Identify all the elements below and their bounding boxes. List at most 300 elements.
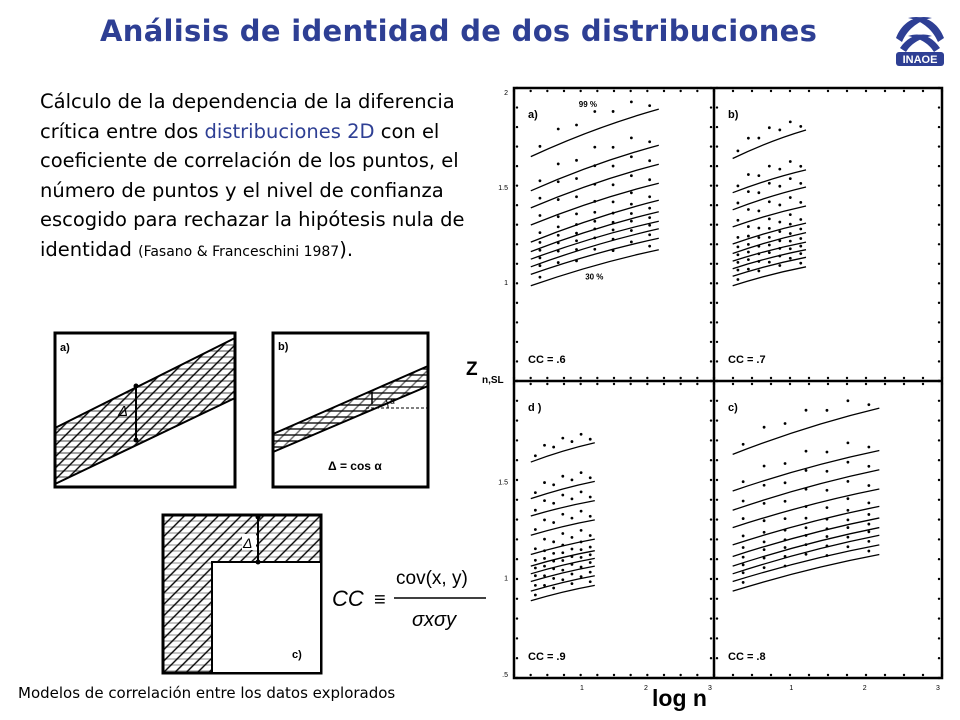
tick-mark [884, 383, 886, 385]
data-point [648, 104, 651, 107]
tick-mark [865, 674, 867, 676]
data-point [799, 201, 802, 204]
data-point [589, 534, 592, 537]
tick-mark [516, 518, 518, 520]
data-point [539, 276, 542, 279]
data-point [557, 198, 560, 201]
tick-mark [579, 377, 581, 379]
data-point [630, 136, 633, 139]
data-point [571, 517, 574, 520]
data-point [799, 125, 802, 128]
data-point [589, 476, 592, 479]
tick-mark [938, 341, 940, 343]
data-point [630, 191, 633, 194]
data-point [789, 196, 792, 199]
tick-mark [710, 439, 712, 441]
data-point [539, 197, 542, 200]
tick-mark [938, 617, 940, 619]
data-point [826, 527, 829, 530]
tick-mark [516, 145, 518, 147]
data-point [612, 110, 615, 113]
tick-mark [938, 637, 940, 639]
panel-label: c) [728, 402, 738, 414]
tick-mark [579, 383, 581, 385]
data-point [867, 513, 870, 516]
x-tick-label: 3 [936, 685, 940, 692]
data-point [534, 594, 537, 597]
data-point [580, 541, 583, 544]
data-point [757, 236, 760, 239]
tick-mark [613, 377, 615, 379]
data-point [630, 174, 633, 177]
data-point [742, 480, 745, 483]
data-point [630, 212, 633, 215]
data-point [534, 559, 537, 562]
tick-mark [716, 321, 718, 323]
tick-mark [713, 377, 715, 379]
tick-mark [613, 383, 615, 385]
data-point [757, 245, 760, 248]
data-point [589, 580, 592, 583]
data-point [571, 573, 574, 576]
data-point [763, 465, 766, 468]
data-point [778, 221, 781, 224]
tick-mark [563, 674, 565, 676]
tick-mark [716, 598, 718, 600]
tick-mark [770, 674, 772, 676]
y-axis-title-subscript: n,SL [482, 375, 504, 386]
tick-mark [613, 674, 615, 676]
tick-mark [789, 674, 791, 676]
data-point [747, 190, 750, 193]
data-point [612, 165, 615, 168]
tick-mark [710, 598, 712, 600]
data-point [580, 510, 583, 513]
tick-mark [516, 657, 518, 659]
model-b-equation: Δ = cos α [328, 459, 382, 473]
para-highlight: distribuciones 2D [204, 119, 375, 143]
data-point [784, 529, 787, 532]
data-point [589, 571, 592, 574]
data-point [737, 261, 740, 264]
tick-mark [710, 538, 712, 540]
tick-mark [663, 383, 665, 385]
data-point [589, 438, 592, 441]
series-curve [733, 489, 880, 528]
data-point [648, 216, 651, 219]
tick-mark [679, 674, 681, 676]
data-point [768, 126, 771, 129]
data-point [557, 226, 560, 229]
data-point [561, 437, 564, 440]
tick-mark [516, 302, 518, 304]
data-point [826, 489, 829, 492]
logo-text: INAOE [902, 54, 938, 66]
tick-mark [938, 677, 940, 679]
data-point [539, 249, 542, 252]
tick-mark [529, 674, 531, 676]
data-point [648, 207, 651, 210]
data-point [805, 553, 808, 556]
data-point [847, 441, 850, 444]
tick-mark [516, 419, 518, 421]
data-point [867, 530, 870, 533]
series-curve [733, 555, 880, 592]
data-point [552, 567, 555, 570]
tick-mark [516, 499, 518, 501]
tick-mark [516, 224, 518, 226]
tick-mark [513, 674, 515, 676]
tick-mark [710, 165, 712, 167]
tick-mark [716, 126, 718, 128]
data-point [589, 515, 592, 518]
data-point [571, 536, 574, 539]
tick-mark [938, 499, 940, 501]
tick-mark [710, 459, 712, 461]
tick-mark [808, 674, 810, 676]
data-point [539, 241, 542, 244]
tick-mark [696, 377, 698, 379]
tick-mark [716, 302, 718, 304]
data-point [630, 220, 633, 223]
data-point [763, 531, 766, 534]
data-point [747, 258, 750, 261]
data-point [534, 547, 537, 550]
data-point [543, 557, 546, 560]
tick-mark [516, 677, 518, 679]
data-point [539, 214, 542, 217]
tick-mark [516, 321, 518, 323]
tick-mark [716, 499, 718, 501]
tick-mark [941, 674, 943, 676]
x-axis-title: log n [652, 685, 707, 711]
series-curve [531, 443, 595, 462]
data-point [737, 246, 740, 249]
data-point [580, 548, 583, 551]
data-point [557, 128, 560, 131]
tick-mark [663, 90, 665, 92]
tick-mark [710, 302, 712, 304]
tick-mark [941, 90, 943, 92]
data-point [630, 229, 633, 232]
data-point [737, 149, 740, 152]
model-diagram-b [270, 330, 435, 490]
series-curve [733, 223, 806, 244]
data-point [742, 571, 745, 574]
tick-mark [513, 90, 515, 92]
data-point [575, 232, 578, 235]
tick-mark [579, 90, 581, 92]
data-point [763, 426, 766, 429]
data-point [630, 241, 633, 244]
para-part1: Cálculo de la dependencia de la diferencia crítica entre dos [40, 90, 455, 143]
tick-mark [679, 377, 681, 379]
tick-mark [938, 243, 940, 245]
formula-lhs: CC [332, 586, 364, 611]
data-point [763, 484, 766, 487]
series-curve [531, 585, 595, 600]
tick-mark [751, 90, 753, 92]
data-point [571, 440, 574, 443]
x-tick-label: 2 [862, 685, 867, 692]
tick-mark [938, 558, 940, 560]
data-point [742, 535, 745, 538]
tick-mark [938, 321, 940, 323]
data-point [612, 238, 615, 241]
model-c-delta: Δ [243, 535, 253, 551]
tick-mark [846, 674, 848, 676]
data-point [757, 227, 760, 230]
data-point [742, 517, 745, 520]
data-point [784, 500, 787, 503]
tick-mark [827, 90, 829, 92]
data-point [648, 159, 651, 162]
tick-mark [710, 243, 712, 245]
series-curve [733, 528, 880, 567]
data-point [768, 251, 771, 254]
data-point [593, 183, 596, 186]
x-tick-label: 3 [708, 685, 712, 692]
tick-mark [713, 90, 715, 92]
data-point [867, 484, 870, 487]
tick-mark [516, 459, 518, 461]
x-tick-label: 1 [580, 685, 584, 692]
data-point [805, 543, 808, 546]
data-point [557, 261, 560, 264]
data-point [561, 475, 564, 478]
data-point [847, 536, 850, 539]
tick-mark [663, 674, 665, 676]
data-point [589, 553, 592, 556]
tick-mark [529, 377, 531, 379]
tick-mark [710, 321, 712, 323]
inaoe-logo [888, 8, 952, 72]
model-diagram-a [52, 330, 240, 490]
data-point [747, 173, 750, 176]
data-point [757, 137, 760, 140]
data-point [737, 184, 740, 187]
tick-mark [516, 380, 518, 382]
data-point [799, 237, 802, 240]
data-point [534, 509, 537, 512]
tick-mark [789, 90, 791, 92]
tick-mark [884, 377, 886, 379]
tick-mark [865, 383, 867, 385]
tick-mark [696, 674, 698, 676]
data-point [539, 264, 542, 267]
tick-mark [716, 479, 718, 481]
tick-mark [710, 263, 712, 265]
data-point [768, 227, 771, 230]
tick-mark [938, 598, 940, 600]
data-point [539, 256, 542, 259]
data-point [789, 257, 792, 260]
data-point [561, 559, 564, 562]
data-point [593, 146, 596, 149]
formula-denominator: σxσy [412, 609, 457, 631]
tick-mark [710, 617, 712, 619]
tick-mark [646, 674, 648, 676]
tick-mark [516, 538, 518, 540]
data-point [737, 202, 740, 205]
tick-mark [938, 126, 940, 128]
panel-cc-label: CC = .7 [728, 354, 766, 366]
data-point [747, 268, 750, 271]
tick-mark [938, 165, 940, 167]
data-point [737, 253, 740, 256]
data-point [593, 248, 596, 251]
tick-mark [710, 282, 712, 284]
tick-mark [516, 184, 518, 186]
tick-mark [696, 90, 698, 92]
tick-mark [938, 224, 940, 226]
series-curve [733, 206, 806, 227]
data-point [847, 526, 850, 529]
tick-mark [716, 360, 718, 362]
data-point [784, 517, 787, 520]
data-point [589, 496, 592, 499]
data-point [593, 220, 596, 223]
data-point [757, 260, 760, 263]
data-point [589, 546, 592, 549]
data-point [543, 481, 546, 484]
data-point [543, 549, 546, 552]
tick-mark [716, 677, 718, 679]
tick-mark [513, 383, 515, 385]
data-point [757, 174, 760, 177]
tick-mark [716, 400, 718, 402]
data-point [805, 526, 808, 529]
tick-mark [710, 677, 712, 679]
data-point [534, 528, 537, 531]
tick-mark [938, 184, 940, 186]
data-point [557, 163, 560, 166]
tick-mark [516, 598, 518, 600]
data-point [757, 252, 760, 255]
tick-mark [710, 145, 712, 147]
data-point [805, 534, 808, 537]
tick-mark [710, 360, 712, 362]
data-point [612, 221, 615, 224]
data-point [580, 471, 583, 474]
tick-mark [710, 87, 712, 89]
data-point [778, 247, 781, 250]
data-point [593, 211, 596, 214]
data-point [648, 178, 651, 181]
data-point [552, 552, 555, 555]
tick-mark [516, 558, 518, 560]
data-point [867, 446, 870, 449]
data-point [575, 259, 578, 262]
data-point [867, 523, 870, 526]
para-part2: con el coeficiente de correlación de los puntos, el número de puntos y el nivel de confianza escogido para rechazar la hipótesis nula de identidad [40, 119, 465, 261]
tick-mark [516, 617, 518, 619]
tick-mark [679, 90, 681, 92]
tick-mark [938, 657, 940, 659]
tick-mark [710, 400, 712, 402]
data-point [789, 120, 792, 123]
tick-mark [865, 377, 867, 379]
data-point [763, 502, 766, 505]
panel-cc-label: CC = .8 [728, 651, 766, 663]
tick-mark [663, 377, 665, 379]
tick-mark [716, 380, 718, 382]
data-point [805, 505, 808, 508]
data-point [561, 551, 564, 554]
data-point [534, 491, 537, 494]
data-point [768, 200, 771, 203]
tick-mark [529, 383, 531, 385]
tick-mark [732, 383, 734, 385]
data-point [557, 250, 560, 253]
tick-mark [716, 282, 718, 284]
data-point [778, 204, 781, 207]
para-citation-end: ). [339, 237, 354, 261]
series-curve [733, 408, 880, 454]
data-point [757, 210, 760, 213]
tick-mark [751, 377, 753, 379]
model-a-delta: Δ [118, 403, 129, 420]
data-point [799, 228, 802, 231]
data-point [648, 245, 651, 248]
tick-mark [827, 674, 829, 676]
y-tick-label: 1 [504, 575, 508, 583]
data-point [826, 544, 829, 547]
tick-mark [713, 383, 715, 385]
tick-mark [516, 439, 518, 441]
tick-mark [716, 224, 718, 226]
data-point [847, 461, 850, 464]
series-curve [531, 109, 659, 157]
tick-mark [516, 87, 518, 89]
series-curve [733, 187, 806, 210]
tick-mark [710, 479, 712, 481]
tick-mark [546, 377, 548, 379]
tick-mark [808, 383, 810, 385]
tick-mark [732, 90, 734, 92]
data-point [826, 554, 829, 557]
data-point [763, 557, 766, 560]
data-point [539, 145, 542, 148]
data-point [648, 233, 651, 236]
tick-mark [516, 243, 518, 245]
tick-mark [751, 674, 753, 676]
chart-frame [514, 88, 942, 678]
data-point [799, 165, 802, 168]
model-b-label: b) [278, 341, 289, 353]
data-point [757, 270, 760, 273]
tick-mark [827, 377, 829, 379]
panel-label: a) [528, 109, 538, 121]
tick-mark [516, 126, 518, 128]
data-point [552, 540, 555, 543]
data-point [552, 577, 555, 580]
data-point [557, 180, 560, 183]
tick-mark [710, 657, 712, 659]
tick-mark [903, 90, 905, 92]
data-point [847, 545, 850, 548]
data-point [784, 565, 787, 568]
x-tick-label: 2 [644, 685, 648, 692]
data-point [747, 137, 750, 140]
data-point [593, 200, 596, 203]
tick-mark [516, 400, 518, 402]
tick-mark [938, 263, 940, 265]
tick-mark [789, 383, 791, 385]
data-point [742, 443, 745, 446]
tick-mark [563, 377, 565, 379]
data-point [768, 165, 771, 168]
